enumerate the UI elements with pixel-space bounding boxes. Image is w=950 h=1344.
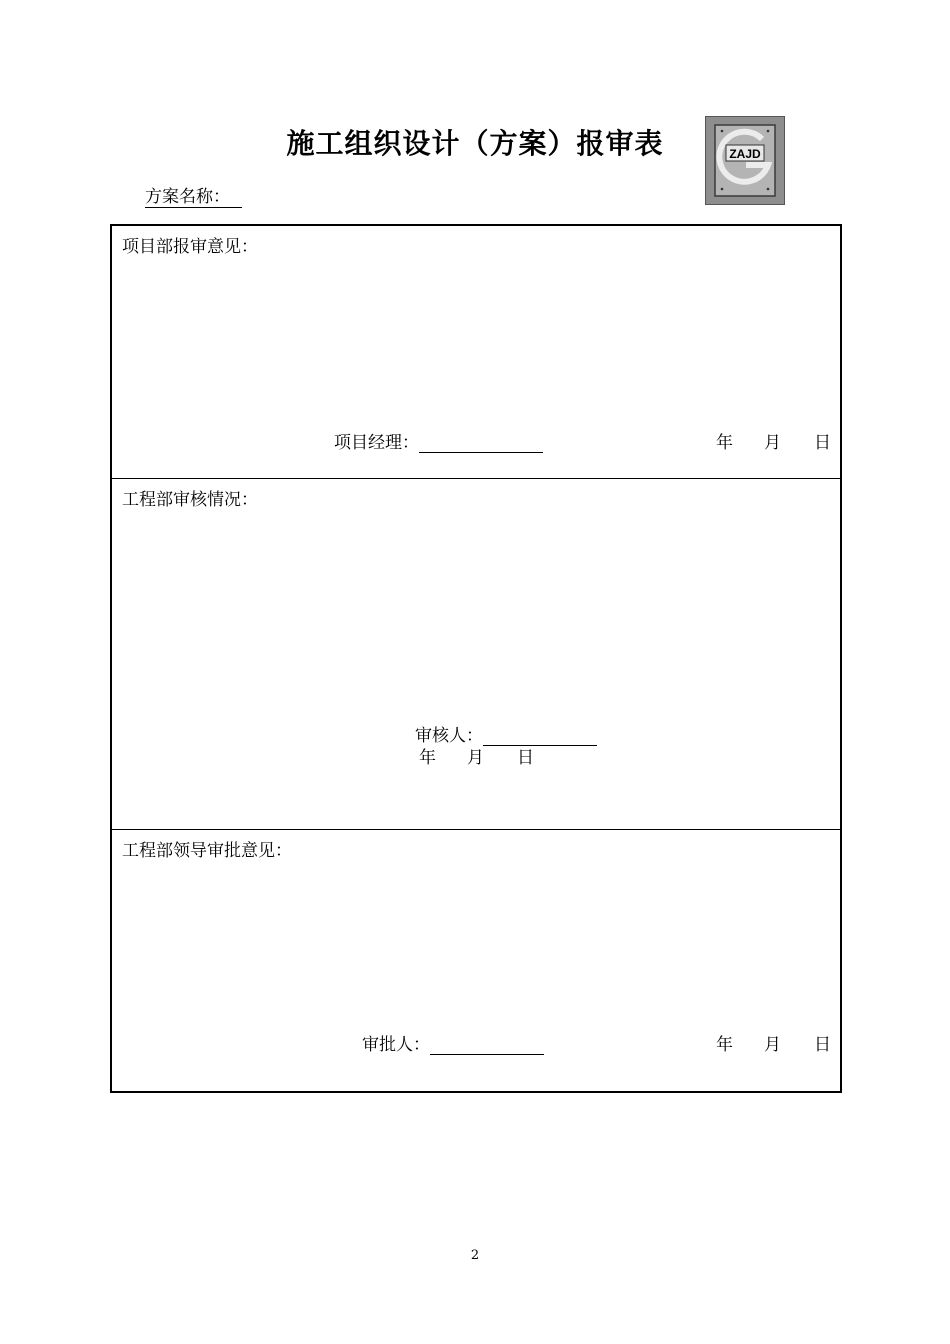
day-label: 日 bbox=[517, 748, 534, 768]
day-label: 日 bbox=[814, 433, 831, 453]
reviewer-signature bbox=[415, 721, 597, 746]
review-form-table bbox=[110, 224, 842, 1093]
reviewer-label: 审核人： bbox=[415, 726, 483, 746]
logo-emblem-icon bbox=[706, 117, 784, 204]
engineering-leader-approval-section bbox=[112, 830, 840, 1091]
engineering-review-label: 工程部审核情况： bbox=[122, 490, 258, 510]
year-label: 年 bbox=[716, 1035, 733, 1055]
project-manager-signature-line[interactable] bbox=[419, 434, 543, 453]
logo-text: ZAJD bbox=[729, 147, 761, 161]
scheme-name-field[interactable]: 方案名称： bbox=[145, 187, 242, 208]
engineering-review-section bbox=[112, 479, 840, 830]
form-title: 施工组织设计（方案）报审表 bbox=[286, 127, 664, 160]
page-number: 2 bbox=[470, 1248, 480, 1263]
year-label: 年 bbox=[419, 748, 436, 768]
project-manager-signature bbox=[334, 428, 543, 453]
month-label: 月 bbox=[764, 433, 781, 453]
month-label: 月 bbox=[467, 748, 484, 768]
reviewer-signature-line[interactable] bbox=[483, 727, 597, 746]
approver-label: 审批人： bbox=[362, 1035, 430, 1055]
project-manager-label: 项目经理： bbox=[334, 433, 419, 453]
day-label: 日 bbox=[814, 1035, 831, 1055]
project-dept-opinion-section bbox=[112, 226, 840, 479]
month-label: 月 bbox=[764, 1035, 781, 1055]
approver-signature bbox=[362, 1030, 544, 1055]
approver-signature-line[interactable] bbox=[430, 1036, 544, 1055]
project-dept-opinion-label: 项目部报审意见： bbox=[122, 237, 258, 257]
company-logo bbox=[705, 116, 785, 205]
year-label: 年 bbox=[716, 433, 733, 453]
engineering-leader-approval-label: 工程部领导审批意见： bbox=[122, 841, 292, 861]
